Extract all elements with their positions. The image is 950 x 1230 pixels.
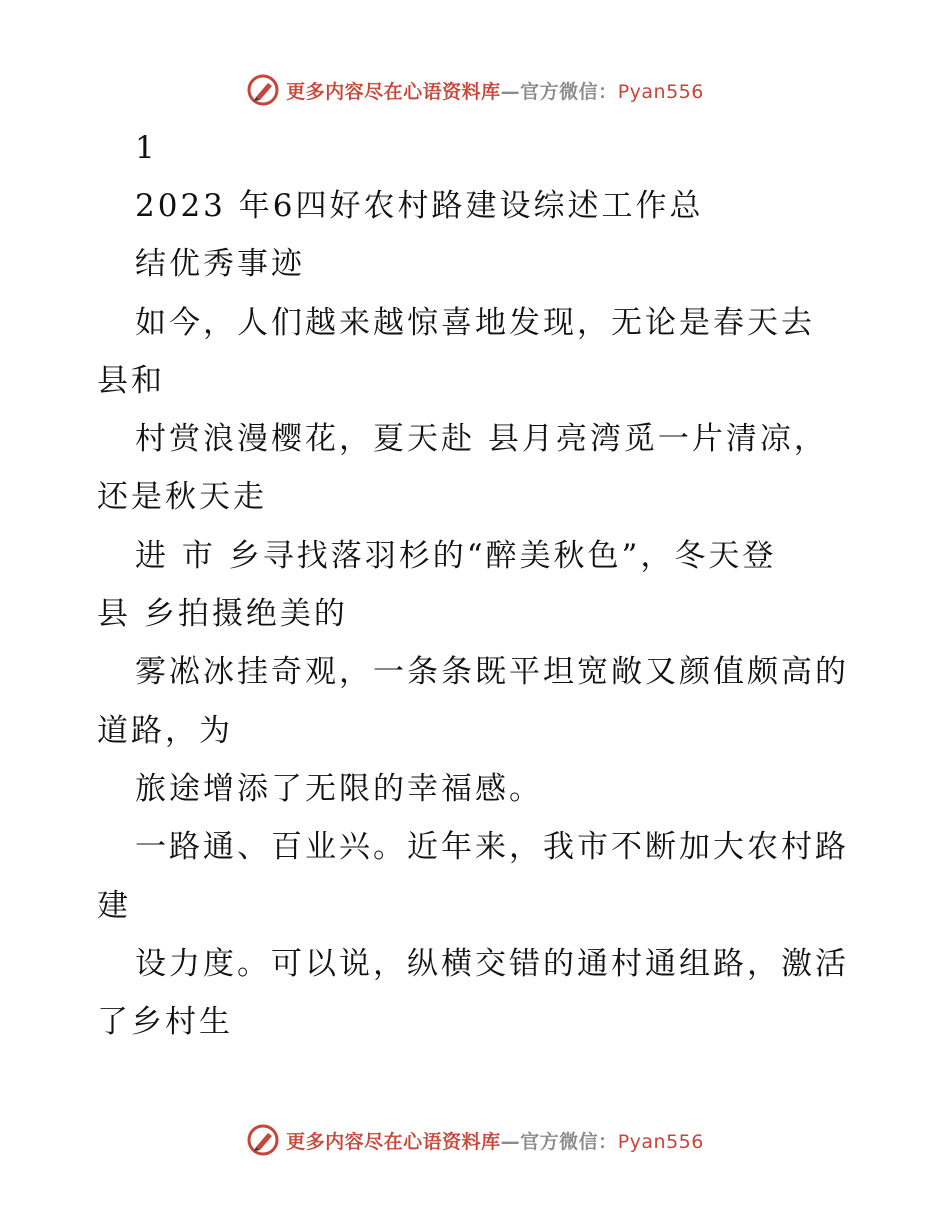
watermark-id: Pyan556 <box>617 1130 704 1153</box>
paragraph-line: 雾凇冰挂奇观，一条条既平坦宽敞又颜值颇高的 <box>135 654 849 690</box>
watermark-label: 官方微信： <box>520 1130 618 1153</box>
document-body <box>0 120 950 1080</box>
watermark-id: Pyan556 <box>617 80 704 103</box>
watermark-main: 更多内容尽在心语资料库 <box>286 1130 501 1153</box>
document-title-line-2: 结优秀事迹 <box>135 246 305 282</box>
paragraph-line: 了乡村生 <box>97 1004 233 1040</box>
paragraph-line: 县和 <box>97 363 165 399</box>
pen-logo-icon <box>246 73 280 107</box>
page-number: 1 <box>135 130 158 166</box>
paragraph-line: 村赏浪漫樱花，夏天赴 县月亮湾觅一片清凉， <box>135 421 828 457</box>
header-watermark <box>0 70 950 110</box>
paragraph-line: 县 乡拍摄绝美的 <box>97 596 348 632</box>
footer-watermark <box>0 1120 950 1160</box>
watermark-text <box>286 77 704 104</box>
watermark-text <box>286 1127 704 1154</box>
paragraph-line: 设力度。可以说，纵横交错的通村通组路，激活 <box>135 946 849 982</box>
paragraph-line: 一路通、百业兴。近年来，我市不断加大农村路 <box>135 829 849 865</box>
paragraph-line: 如今，人们越来越惊喜地发现，无论是春天去 <box>135 305 815 341</box>
paragraph-line: 旅途增添了无限的幸福感。 <box>135 771 543 807</box>
paragraph-line: 道路，为 <box>97 713 233 749</box>
watermark-dash: — <box>500 80 521 103</box>
paragraph-line: 还是秋天走 <box>97 479 267 515</box>
watermark-label: 官方微信： <box>520 80 618 103</box>
document-title-line-1: 2023 年6四好农村路建设综述工作总 <box>135 188 704 224</box>
watermark-main: 更多内容尽在心语资料库 <box>286 80 501 103</box>
paragraph-line: 进 市 乡寻找落羽杉的“醉美秋色”，冬天登 <box>135 538 777 574</box>
paragraph-line: 建 <box>97 888 131 924</box>
pen-logo-icon <box>246 1123 280 1157</box>
watermark-dash: — <box>500 1130 521 1153</box>
